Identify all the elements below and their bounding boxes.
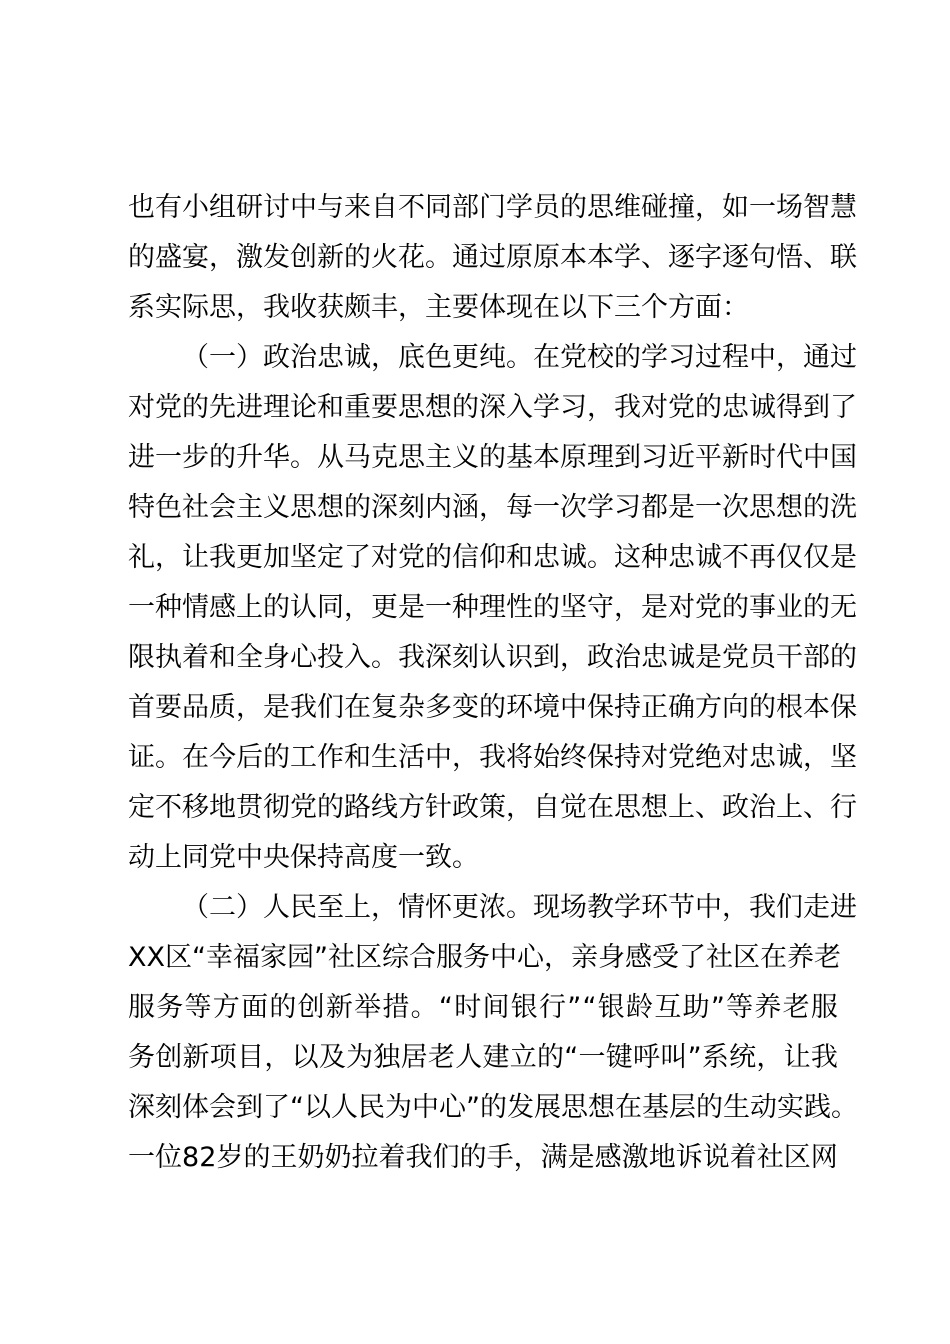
text-line: 一 位 8 2 岁 的 王 奶 奶 拉 着 我 们 的 手 ， 满 是 感 激 地 诉 说 着 社 区 网 <box>128 1142 838 1173</box>
text-line: 进 一 步 的 升 华 。 从 马 克 思 主 义 的 基 本 原 理 到 习 近 平 新 时 代 中 国 <box>128 442 857 473</box>
text-line: 服 务 等 方 面 的 创 新 举 措 。 “ 时 间 银 行 ” “ 银 龄 互 助 ” 等 养 老 服 <box>128 992 838 1023</box>
text-line: X X 区 “ 幸 福 家 园 ” 社 区 综 合 服 务 中 心 ， 亲 身 感 受 了 社 区 在 养 老 <box>128 942 841 973</box>
text-line: 首 要 品 质 ， 是 我 们 在 复 杂 多 变 的 环 境 中 保 持 正 确 方 向 的 根 本 保 <box>128 692 857 723</box>
text-line: 对 党 的 先 进 理 论 和 重 要 思 想 的 深 入 学 习 ， 我 对 党 的 忠 诚 得 到 了 <box>128 392 857 423</box>
text-line: 一 种 情 感 上 的 认 同 ， 更 是 一 种 理 性 的 坚 守 ， 是 对 党 的 事 业 的 无 <box>128 592 857 623</box>
text-line: 深 刻 体 会 到 了 “ 以 人 民 为 中 心 ” 的 发 展 思 想 在 基 层 的 生 动 实 践 。 <box>128 1092 858 1123</box>
text-line: 特 色 社 会 主 义 思 想 的 深 刻 内 涵 ， 每 一 次 学 习 都 是 一 次 思 想 的 洗 <box>128 492 857 523</box>
text-line: 的 盛 宴 ， 激 发 创 新 的 火 花 。 通 过 原 原 本 本 学 、 逐 字 逐 句 悟 、 联 <box>128 242 857 273</box>
text-line: 系实际思，我收获颇丰，主要体现在以下三个方面： <box>128 292 749 323</box>
text-line: 证 。 在 今 后 的 工 作 和 生 活 中 ， 我 将 始 终 保 持 对 党 绝 对 忠 诚 ， 坚 <box>128 742 857 773</box>
paragraph-first-line: （ 一 ） 政 治 忠 诚 ， 底 色 更 纯 。 在 党 校 的 学 习 过 程 中 ， 通 过 <box>182 342 857 373</box>
text-line: 礼 ， 让 我 更 加 坚 定 了 对 党 的 信 仰 和 忠 诚 。 这 种 忠 诚 不 再 仅 仅 是 <box>128 542 857 573</box>
paragraph-first-line: （ 二 ） 人 民 至 上 ， 情 怀 更 浓 。 现 场 教 学 环 节 中 ， 我 们 走 进 <box>182 892 857 923</box>
document-body <box>128 183 858 1183</box>
text-line: 定 不 移 地 贯 彻 党 的 路 线 方 针 政 策 ， 自 觉 在 思 想 上 、 政 治 上 、 行 <box>128 792 857 823</box>
text-line: 限 执 着 和 全 身 心 投 入 。 我 深 刻 认 识 到 ， 政 治 忠 诚 是 党 员 干 部 的 <box>128 642 857 673</box>
text-line: 务 创 新 项 目 ， 以 及 为 独 居 老 人 建 立 的 “ 一 键 呼 叫 ” 系 统 ， 让 我 <box>128 1042 838 1073</box>
text-line: 动上同党中央保持高度一致。 <box>128 842 479 873</box>
text-line: 也 有 小 组 研 讨 中 与 来 自 不 同 部 门 学 员 的 思 维 碰 撞 ， 如 一 场 智 慧 <box>128 192 857 223</box>
